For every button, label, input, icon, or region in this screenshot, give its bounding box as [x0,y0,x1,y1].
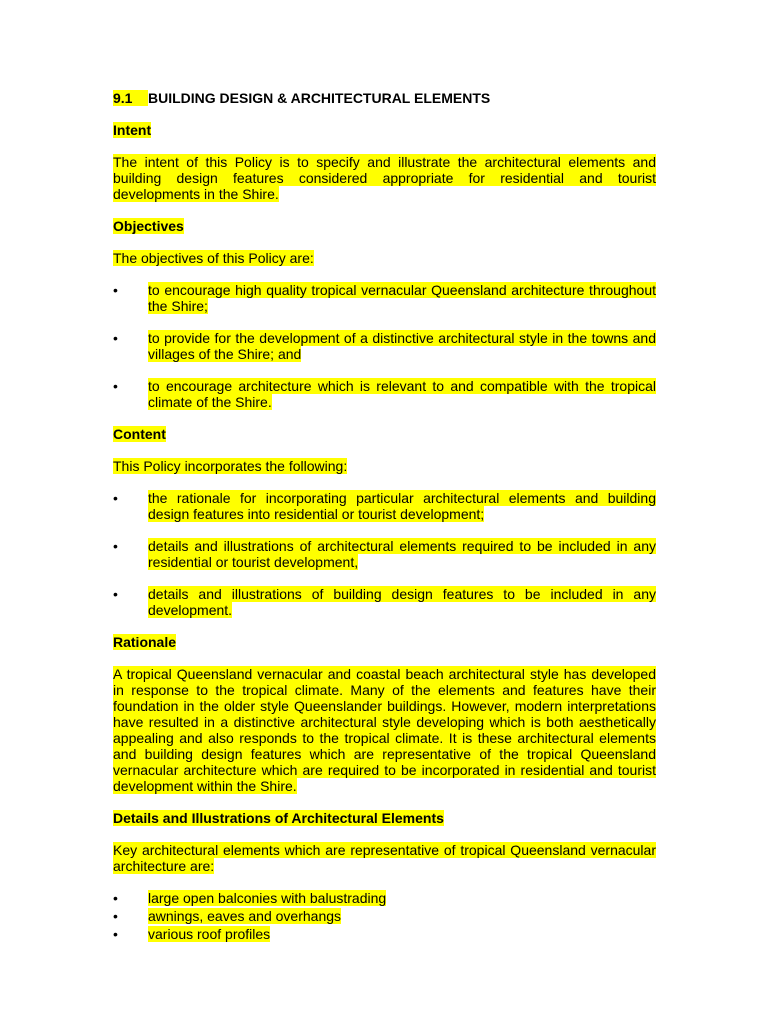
rationale-paragraph [113,666,656,794]
list-item-text: large open balconies with balustrading [148,890,387,906]
objectives-lead-text: The objectives of this Policy are: [113,250,314,266]
list-item [113,330,656,362]
bullet-icon: • [113,538,118,554]
list-item-text: to provide for the development of a distinctive architectural style in the towns and villages of the Shire; and [148,330,656,362]
list-item-text: the rationale for incorporating particular architectural elements and building design features into residential or tourist development; [148,490,656,522]
intent-text: The intent of this Policy is to specify and illustrate the architectural elements and building design features considered appropriate for residential and tourist developments in the Shire. [113,154,656,202]
list-item [113,926,656,942]
intent-paragraph [113,154,656,202]
objectives-heading: Objectives [113,218,184,234]
details-lead [113,842,656,874]
bullet-icon: • [113,926,118,942]
list-item [113,378,656,410]
intent-heading: Intent [113,122,152,138]
list-item [113,586,656,618]
rationale-heading: Rationale [113,634,177,650]
objectives-lead [113,250,656,266]
bullet-icon: • [113,908,118,924]
list-item [113,490,656,522]
bullet-icon: • [113,890,118,906]
rationale-text: A tropical Queensland vernacular and coastal beach architectural style has developed in response to the tropical climate. Many of the elements and features have their foundation in the older style Queenslander buildings. However, modern interpretations have resulted in a distinctive architectural style developing which is both aesthetically appealing and also responds to the tropical climate. It is these architectural elements and building design features which are representative of the tropical Queensland vernacular architecture which are required to be incorporated in residential and tourist development within the Shire. [113,666,656,794]
list-item-text: details and illustrations of building design features to be included in any development. [148,586,656,618]
details-heading: Details and Illustrations of Architectural Elements [113,810,444,826]
details-lead-text: Key architectural elements which are representative of tropical Queensland vernacular architecture are: [113,842,656,874]
list-item-text: details and illustrations of architectural elements required to be included in any residential or tourist development, [148,538,656,570]
list-item-text: to encourage high quality tropical vernacular Queensland architecture throughout the Shire; [148,282,656,314]
list-item [113,282,656,314]
list-item-text: to encourage architecture which is relevant to and compatible with the tropical climate of the Shire. [148,378,656,410]
bullet-icon: • [113,490,118,506]
bullet-icon: • [113,378,118,394]
bullet-icon: • [113,330,118,346]
section-title-text: BUILDING DESIGN & ARCHITECTURAL ELEMENTS [148,90,491,106]
list-item [113,908,656,924]
list-item-text: awnings, eaves and overhangs [148,908,342,924]
list-item [113,890,656,906]
document-page [113,80,656,942]
bullet-icon: • [113,282,118,298]
bullet-icon: • [113,586,118,602]
list-item [113,538,656,570]
section-title [113,90,656,106]
content-lead [113,458,656,474]
content-heading: Content [113,426,166,442]
list-item-text: various roof profiles [148,926,271,942]
section-number: 9.1 [113,90,148,106]
content-lead-text: This Policy incorporates the following: [113,458,348,474]
